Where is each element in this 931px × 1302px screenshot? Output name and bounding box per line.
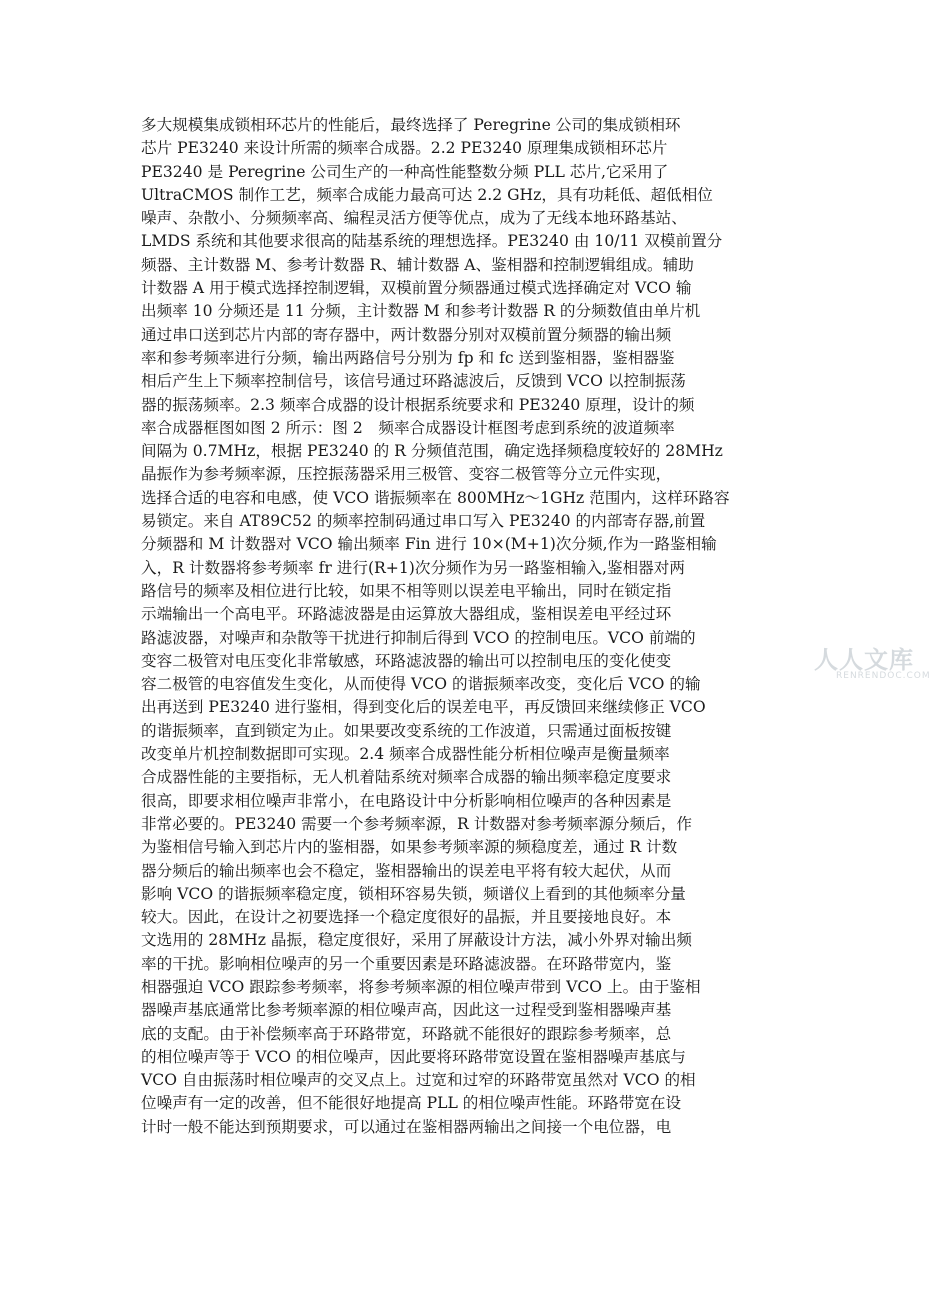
text-line: 分频器和 M 计数器对 VCO 输出频率 Fin 进行 10×(M+1)次分频,作为一路鉴相输 [141, 535, 717, 554]
text-line: 很高，即要求相位噪声非常小，在电路设计中分析影响相位噪声的各种因素是 [141, 791, 672, 810]
text-line: 改变单片机控制数据即可实现。2.4 频率合成器性能分析相位噪声是衡量频率 [141, 745, 670, 764]
text-line: 率和参考频率进行分频，输出两路信号分别为 fp 和 fc 送到鉴相器，鉴相器鉴 [141, 348, 675, 367]
watermark-url-text: RENRENDOC.COM [836, 671, 931, 681]
text-line: 率合成器框图如图 2 所示：图 2 频率合成器设计框图考虑到系统的波道频率 [141, 418, 675, 437]
text-line: 变容二极管对电压变化非常敏感，环路滤波器的输出可以控制电压的变化使变 [141, 651, 672, 670]
text-line: UltraCMOS 制作工艺，频率合成能力最高可达 2.2 GHz，具有功耗低、超低相位 [141, 185, 713, 204]
text-line: 文选用的 28MHz 晶振，稳定度很好，采用了屏蔽设计方法，减小外界对输出频 [141, 931, 692, 950]
text-line: 合成器性能的主要指标，无人机着陆系统对频率合成器的输出频率稳定度要求 [141, 768, 672, 787]
text-line: 为鉴相信号输入到芯片内的鉴相器，如果参考频率源的频稳度差，通过 R 计数 [141, 838, 678, 857]
text-line: 较大。因此，在设计之初要选择一个稳定度很好的晶振，并且要接地良好。本 [141, 908, 672, 927]
text-line: 频器、主计数器 M、参考计数器 R、辅计数器 A、鉴相器和控制逻辑组成。辅助 [141, 255, 694, 274]
text-line: 非常必要的。PE3240 需要一个参考频率源，R 计数器对参考频率源分频后，作 [141, 814, 693, 833]
watermark-logo-text: 人人文库 [814, 646, 914, 674]
text-line: 位噪声有一定的改善，但不能很好地提高 PLL 的相位噪声性能。环路带宽在设 [141, 1094, 682, 1113]
text-line: 通过串口送到芯片内部的寄存器中，两计数器分别对双模前置分频器的输出频 [141, 325, 672, 344]
text-line: 出再送到 PE3240 进行鉴相，得到变化后的误差电平，再反馈回来继续修正 VCO [141, 698, 706, 717]
text-line: PE3240 是 Peregrine 公司生产的一种高性能整数分频 PLL 芯片,它采用了 [141, 162, 669, 181]
text-line: 计时一般不能达到预期要求，可以通过在鉴相器两输出之间接一个电位器，电 [141, 1117, 672, 1136]
text-line: 器的振荡频率。2.3 频率合成器的设计根据系统要求和 PE3240 原理，设计的频 [141, 395, 695, 414]
text-line: 器分频后的输出频率也会不稳定，鉴相器输出的误差电平将有较大起伏，从而 [141, 861, 672, 880]
text-line: 易锁定。来自 AT89C52 的频率控制码通过串口写入 PE3240 的内部寄存器,前置 [141, 512, 706, 531]
text-line: VCO 自由振荡时相位噪声的交叉点上。过宽和过窄的环路带宽虽然对 VCO 的相 [141, 1071, 696, 1090]
text-line: 的相位噪声等于 VCO 的相位噪声，因此要将环路带宽设置在鉴相器噪声基底与 [141, 1047, 686, 1066]
text-line: 路信号的频率及相位进行比较，如果不相等则以误差电平输出，同时在锁定指 [141, 581, 672, 600]
body-text [141, 114, 781, 1139]
text-line: 芯片 PE3240 来设计所需的频率合成器。2.2 PE3240 原理集成锁相环芯片 [141, 139, 668, 158]
text-line: 容二极管的电容值发生变化，从而使得 VCO 的谐振频率改变，变化后 VCO 的输 [141, 675, 701, 694]
text-line: 示端输出一个高电平。环路滤波器是由运算放大器组成，鉴相误差电平经过环 [141, 605, 672, 624]
text-line: 选择合适的电容和电感，使 VCO 谐振频率在 800MHz～1GHz 范围内，这样环路容 [141, 488, 730, 507]
text-line: 噪声、杂散小、分频频率高、编程灵活方便等优点，成为了无线本地环路基站、 [141, 209, 687, 228]
text-line: 影响 VCO 的谐振频率稳定度，锁相环容易失锁，频谱仪上看到的其他频率分量 [141, 884, 686, 903]
text-line: 相后产生上下频率控制信号，该信号通过环路滤波后，反馈到 VCO 以控制振荡 [141, 372, 686, 391]
text-line: LMDS 系统和其他要求很高的陆基系统的理想选择。PE3240 由 10/11 双模前置分 [141, 232, 723, 251]
text-line: 出频率 10 分频还是 11 分频，主计数器 M 和参考计数器 R 的分频数值由单片机 [141, 302, 701, 321]
text-line: 晶振作为参考频率源，压控振荡器采用三极管、变容二极管等分立元件实现， [141, 465, 672, 484]
watermark [778, 640, 931, 690]
text-line: 底的支配。由于补偿频率高于环路带宽，环路就不能很好的跟踪参考频率，总 [141, 1024, 672, 1043]
text-line: 计数器 A 用于模式选择控制逻辑，双模前置分频器通过模式选择确定对 VCO 输 [141, 279, 692, 298]
text-line: 器噪声基底通常比参考频率源的相位噪声高，因此这一过程受到鉴相器噪声基 [141, 1001, 672, 1020]
text-line: 路滤波器，对噪声和杂散等干扰进行抑制后得到 VCO 的控制电压。VCO 前端的 [141, 628, 696, 647]
text-line: 入，R 计数器将参考频率 fr 进行(R+1)次分频作为另一路鉴相输入,鉴相器对两 [141, 558, 685, 577]
text-line: 相器强迫 VCO 跟踪参考频率，将参考频率源的相位噪声带到 VCO 上。由于鉴相 [141, 977, 701, 996]
text-line: 率的干扰。影响相位噪声的另一个重要因素是环路滤波器。在环路带宽内，鉴 [141, 954, 672, 973]
text-line: 间隔为 0.7MHz，根据 PE3240 的 R 分频值范围，确定选择频稳度较好的 28MHz [141, 442, 723, 461]
text-line: 的谐振频率，直到锁定为止。如果要改变系统的工作波道，只需通过面板按键 [141, 721, 672, 740]
text-line: 多大规模集成锁相环芯片的性能后，最终选择了 Peregrine 公司的集成锁相环 [141, 116, 681, 134]
